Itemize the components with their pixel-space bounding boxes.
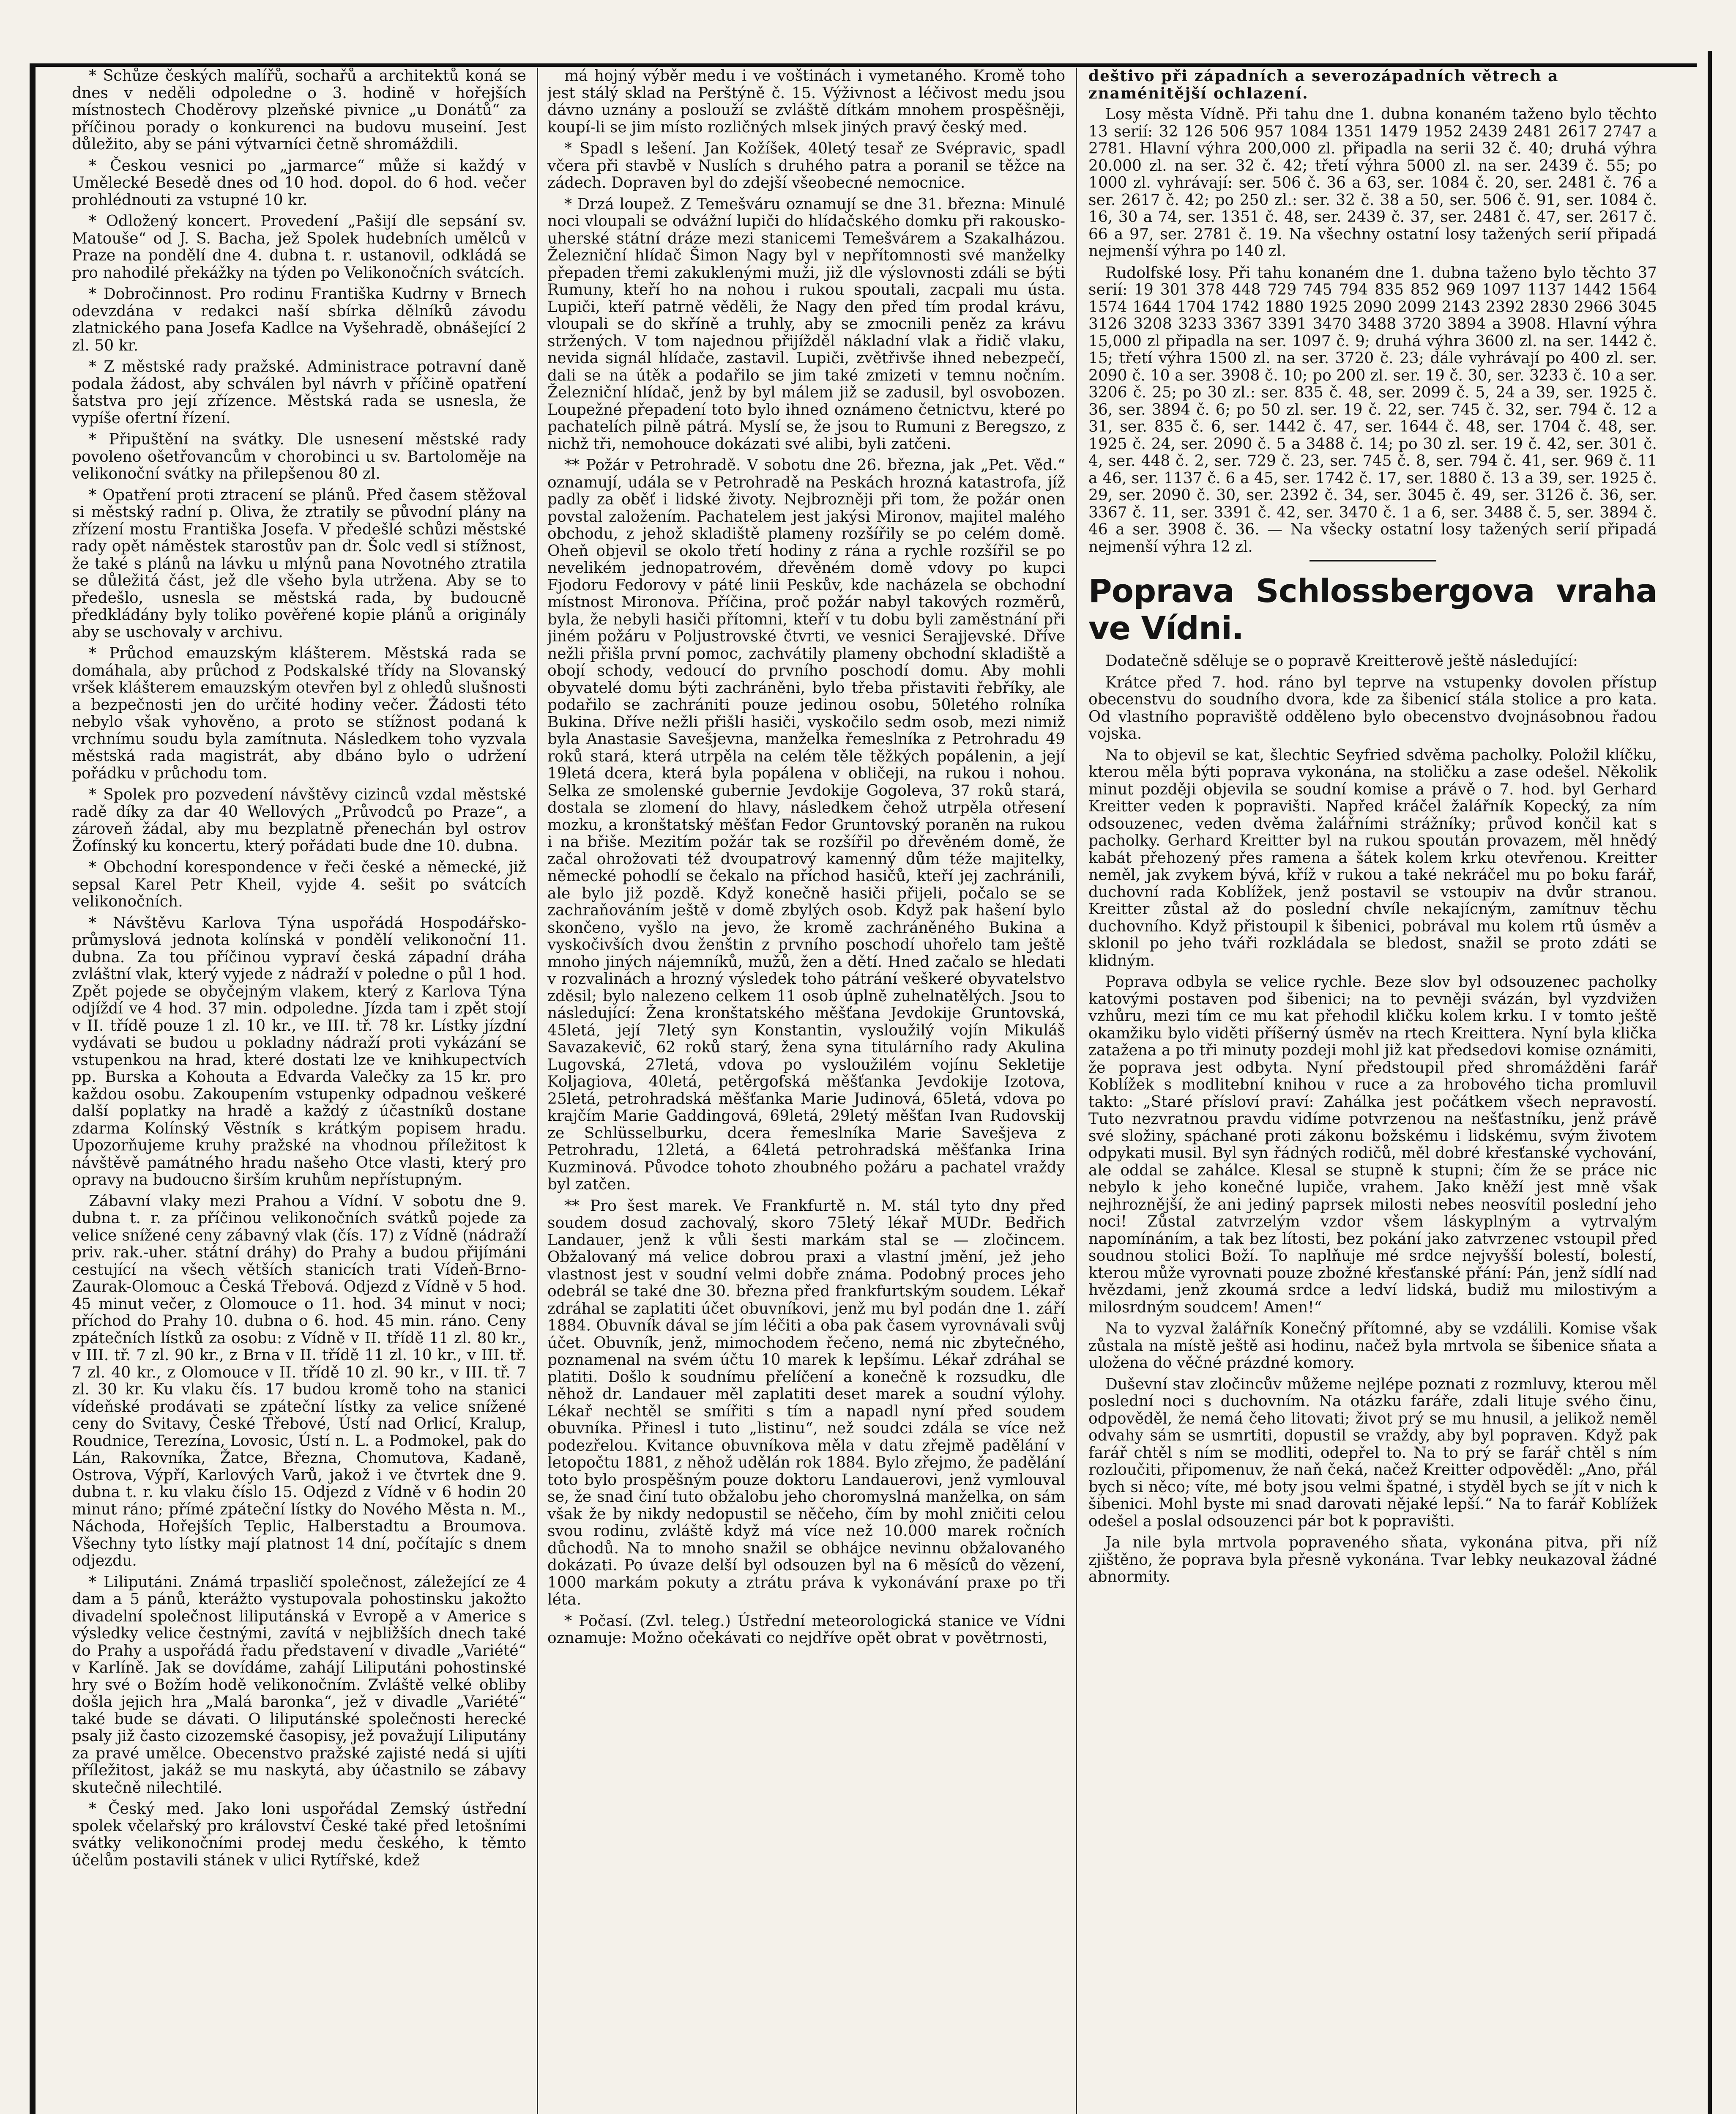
section-divider — [1310, 560, 1436, 561]
column-middle — [547, 68, 1065, 2114]
news-item: * Liliputáni. Známá trpasličí společnost, záležející ze 4 dam a 5 pánů, kterážto vystupovala pohostinsku jakožto divadelní společnost liliputánská v Evropě a v Americe s výsledky velice čestnými, zavítá v nejbližších dnech také do Prahy a uspořádá řadu představení v divadle „Variété“ v Karlíně. Jak se dovídáme, zahájí Liliputáni pohostinské hry své o Božím hodě velikonočním. Zvláště velké obliby došla jejich hra „Malá baronka“, jež v divadle „Variété“ také bude se dávati. O liliputánské společnosti herecké psaly již často cizozemské časopisy, jež považují Liliputány za pravé umělce. Obecenstvo pražské zajisté nedá si ujíti příležitost, jakáž se mu naskytá, aby účastnilo se zábavy skutečně nilechtilé. — [72, 1573, 526, 1796]
news-item: * Odložený koncert. Provedení „Pašijí dle sepsání sv. Matouše“ od J. S. Bacha, jež Spolek hudebních umělců v Praze na pondělí dne 4. dubna t. r. ustanovil, odkládá se pro nahodilé překážky na týden po Velikonočních svátcích. — [72, 213, 526, 282]
article-paragraph: Dodatečně sděluje se o popravě Kreitterově ještě následující: — [1105, 652, 1578, 670]
news-item: * Dobročinnost. Pro rodinu Františka Kudrny v Brnech odevzdána v redakci naší sbírka dělníků závodu zlatnického pana Josefa Kadlce na Vyšehradě, obnášející 2 zl. 50 kr. — [72, 285, 526, 354]
news-item: * Návštěvu Karlova Týna uspořádá Hospodářsko-průmyslová jednota kolínská v pondělí velikonoční 11. dubna. Za tou příčinou vypraví česká západní dráha zvláštní vlak, který vyjede z nádraží v poledne o půl 1 hod. Zpět pojede se obyčejným vlakem, který z Karlova Týna odjíždí ve 4 hod. 37 min. odpoledne. Jízda tam i zpět stojí v II. třídě pouze 1 zl. 10 kr., ve III. tř. 78 kr. Lístky jízdní vydávati se budou u pokladny nádraží proti vykázání se vstupenkou na hrad, které dostati lze ve knihkupectvích pp. Burska a Kohouta a Edvarda Valečky za 15 kr. pro každou osobu. Zakoupením vstupenky odpadnou veškeré další poplatky na hradě a každý z účastníků dostane zdarma Kolínský Věstník s krátkým popisem hradu. Upozorňujeme kruhy pražské na vhodnou příležitost k návštěvě památného hradu našeho Otce vlasti, který pro opravy na budoucno širším kruhům nepřístupným. — [72, 914, 526, 1188]
article-paragraph: Na to objevil se kat, šlechtic Seyfried sdvěma pacholky. Položil klíčku, kterou měla býti poprava vykonána, na stoličku a zase odešel. Několik minut později objevila se soudní komise a právě o 7. hod. byl Gerhard Kreitter veden k popravišti. Napřed kráčel žalářník Kopecký, za ním odsouzenec, veden dvěma žalářními strážníky; průvod končil kat s pacholky. Gerhard Kreitter byl na rukou spoután provazem, měl hnědý kabát přehozený přes ramena a šátek kolem krku otevřenou. Kreitter neměl, jak zvykem bývá, kříž v rukou a také nekráčel mu po boku farář, duchovní rada Koblížek, jenž postavil se vstoupiv na dvůr stranou. Kreitter zůstal až do poslední chvíle nekajícným, zamítnuv těchu duchovního. Když přistoupil k šibenici, pobrával mu kolem rtů úsměv a sklonil po jeho tváři rozkládala se bledost, snažil se proto zdáti se klidným. — [1088, 746, 1657, 969]
weather-continuation: deštivo při západních a severozápadních větrech a znaménitější ochlazení. — [1088, 68, 1559, 102]
article-paragraph: Na to vyzval žalářník Konečný přítomné, aby se vzdálili. Komise však zůstala na místě ještě asi hodinu, načež byla mrtvola se šibenice sňata a uložena do věčné prázdné komory. — [1088, 1320, 1657, 1372]
news-item: * Spadl s lešení. Jan Kožíšek, 40letý tesař ze Svépravic, spadl včera při stavbě v Nuslích s druhého patra a poranil se těžce na zádech. Dopraven byl do zdejší všeobecné nemocnice. — [547, 140, 1065, 192]
news-item: ** Pro šest marek. Ve Frankfurtě n. M. stál tyto dny před soudem dosud zachovalý, skoro 75letý lékař MUDr. Bedřich Landauer, jenž k vůli šesti markám stal se — zločincem. Obžalovaný má velice dobrou praxi a vlastní jmění, jež jeho vlastnost jest v soudní velmi dobře známa. Podobný proces jeho odebrál se také dne 30. března před frankfurtským soudem. Lékař zdráhal se zaplatiti účet obuvníkovi, jenž mu byl podán dne 1. září 1884. Obuvník dával se jím léčiti a oba pak časem vyrovnávali svůj účet. Obuvník, jenž, mimochodem řečeno, nemá nic zbytečného, poznamenal na svém účtu 10 marek k lepšímu. Lékař zdráhal se platiti. Došlo k soudnímu přelíčení a konečně k rozsudku, dle něhož dr. Landauer měl zaplatiti deset marek a soudní výlohy. Lékař nechtěl se smířiti s tím a napadl nyní před soudem obuvníka. Přinesl i tuto „listinu“, než soudci zdála se více než podezřelou. Kvitance obuvníkova měla v datu zřejmě padělání v letopočtu 1881, z něhož udělán rok 1884. Bylo zřejmo, že padělání toto bylo prospěšným pouze doktoru Landauerovi, jenž vymlouval se, že snad činí tuto obžalobu jeho choromyslná manželka, on sám však že by nikdy nedopustil se něčeho, čím by mohl zničiti celou svou rodinu, zvláště když má více než 10.000 marek ročních důchodů. Na to mnoho snažil se obhájce nevinnu obžalovaného dokázati. Po úvaze delší byl odsouzen byl na 6 měsíců do vězení, 1000 markám pokuty a ztrátu práva k vykonávání praxe po tři léta. — [547, 1197, 1065, 1608]
news-item: * Spolek pro pozvedení návštěvy cizinců vzdal městské radě díky za dar 40 Wellových „Průvodců po Praze“, a zároveň žádal, aby mu bezplatně přenechán byl ostrov Žofínský ku koncertu, který pořádati bude dne 10. dubna. — [72, 786, 526, 855]
column-rule-2 — [1076, 68, 1077, 2114]
page-edge-bar — [1708, 51, 1712, 2114]
news-item: * Připuštění na svátky. Dle usnesení městské rady povoleno ošetřovancům v chorobinci u sv. Bartoloměje na velikonoční svátky na přilepšenou 80 zl. — [72, 431, 526, 482]
article-paragraph: Poprava odbyla se velice rychle. Beze slov byl odsouzenec pacholky katovými postaven pod šibenici; na to pevněji svázán, byl vyzdvižen vzhůru, mezi tím ce mu kat přehodil kličku kolem krku. I v tomto ještě okamžiku bylo viděti příšerný úsměv na rtech Kreittera. Nyní byla klička zatažena a po tři minuty pozdeji mohl již kat předsedovi komise oznámiti, že poprava jest odbyta. Nyní předstoupil před shromážděni farář Koblížek s modlitební knihou v ruce a za hrobového ticha promluvil takto: „Staré přísloví praví: Zahálka jest počátkem všech nepravostí. Tuto nezvratnou pravdu vidíme potvrzenou na nešťastníku, jenž právě své složiny, spáchané proti zákonu božskému i lidskému, svým životem odpykati musil. Byl syn řádných rodičů, měl dobré křesťanské vychování, ale oddal se zahálce. Klesal se stupně k stupni; čím že se práce nic nebylo k jeho konečné lupiče, vrahem. Jako kněží jest mně však nejhroznější, že ani jediný paprsek milosti nebes neosvítil poslední jeho noci! Zůstal zatvrzelým vzdor všem láskyplným a vytrvalým napomínáním, a tak bez lítosti, bez pokání jako zatvrzenec vstoupil před soudnou stolici Boží. To naplňuje mé srdce nejvyšší bolestí, bolestí, kterou může vyrovnati pouze zbožné křesťanské přání: Pán, jenž sídlí nad hvězdami, jenž zkoumá srdce a ledví lidská, budiž mu milostivým a milosrdným soudcem! Amen!“ — [1088, 973, 1657, 1316]
article-paragraph: Krátce před 7. hod. ráno byl teprve na vstupenky dovolen přístup obecenstvu do soudního dvora, kde za šibenicí stála stolice a pro kata. Od vlastního popraviště odděleno bylo obecenstvo dvojnásobnou řadou vojska. — [1088, 674, 1657, 742]
news-item: * Průchod emauzským klášterem. Městská rada se domáhala, aby průchod z Podskalské třídy na Slovanský vršek klášterem emauzským otevřen byl z ohledů slušnosti a bezpečnosti jen do určité hodiny večer. Žádosti této nebylo však vyhověno, a proto se stížnost podaná k vrchnímu soudu byla zamítnuta. Následkem toho vyzvala městská rada magistrát, aby dbáno bylo o udržení pořádku v průchodu tom. — [72, 645, 526, 782]
lottery-item: Losy města Vídně. Při tahu dne 1. dubna konaném taženo bylo těchto 13 serií: 32 126 506 957 1084 1351 1479 1952 2439 2481 2617 2747 a 2781. Hlavní výhra 200,000 zl. připadla na serii 32 č. 40; druhá výhra 20.000 zl. na ser. 32 č. 42; třetí výhra 5000 zl. na ser. 2439 č. 55; po 1000 zl. vyhrávají: ser. 506 č. 36 a 63, ser. 1084 č. 20, ser. 2481 č. 76 a ser. 2617 č. 42; po 250 zl.: ser. 32 č. 38 a 50, ser. 506 č. 91, ser. 1084 č. 16, 30 a 74, ser. 1351 č. 48, ser. 2439 č. 37, ser. 2481 č. 47, ser. 2617 č. 66 a 97, ser. 2781 č. 19. Na všechny ostatní losy tažených serií připadá nejmenší výhra po 140 zl. — [1088, 106, 1657, 260]
news-item: * Z městské rady pražské. Administrace potravní daně podala žádost, aby schválen byl návrh v příčině opatření šatstva pro její zřízence. Městská rada se usnesla, že vypíše ofertní řízení. — [72, 358, 526, 427]
article-headline: Poprava Schlossbergova vraha ve Vídni. — [1088, 572, 1657, 647]
news-item: * Opatření proti ztracení se plánů. Před časem stěžoval si městský radní p. Oliva, že ztratily se původní plány na zřízení mostu Františka Josefa. V předešlé schůzi městské rady opět náměstek starostův pan dr. Šolc vedl si stížnost, že také s plánů na lávku u mlýnů pana Novotného ztratila se důležitá část, jež dle všeho byla utržena. Aby se to předešlo, usnesla se městská rada, by budoucně předkládány byly toliko pověřené kopie plánů a originály aby se uschovaly v archivu. — [72, 486, 526, 641]
article-paragraph: Ja nile byla mrtvola popraveného sňata, vykonána pitva, při níž zjištěno, že poprava byla přesně vykonána. Tvar lebky neukazoval žádné abnormity. — [1088, 1534, 1657, 1586]
lottery-section — [1088, 106, 1657, 556]
news-item: Zábavní vlaky mezi Prahou a Vídní. V sobotu dne 9. dubna t. r. za příčinou velikonočních svátků pojede za velice snížené ceny zábavný vlak (čís. 17) z Vídně (nádraží priv. rak.-uher. státní dráhy) do Prahy a budou přijímáni cestující na všech větších stanicích trati Vídeň-Brno-Zaurak-Olomouc a Česká Třebová. Odjezd z Vídně v 5 hod. 45 minut večer, z Olomouce o 11. hod. 34 minut v noci; příchod do Prahy 10. dubna o 6. hod. 45 min. ráno. Ceny zpátečních lístků za osobu: z Vídně v II. třídě 11 zl. 80 kr., v III. tř. 7 zl. 90 kr., z Brna v II. třídě 11 zl. 10 kr., v III. tř. 7 zl. 40 kr., z Olomouce v II. třídě 10 zl. 90 kr., v III. tř. 7 zl. 30 kr. Ku vlaku čís. 17 budou kromě toho na stanici vídeňské prodávati se zpáteční lístky za velice snížené ceny do Svitavy, České Třebové, Ústí nad Orlicí, Kralup, Roudnice, Terezína, Lovosic, Ústí n. L. a Podmokel, pak do Lán, Rakovníka, Žatce, Března, Chomutova, Kadaně, Ostrova, Výpří, Karlových Varů, jakož i ve čtvrtek dne 9. dubna t. r. ku vlaku číslo 15. Odjezd z Vídně v 6 hodin 20 minut ráno; přímé zpáteční lístky do Nového Města n. M., Náchoda, Hořejších Teplic, Halberstadtu a Broumova. Všechny tyto lístky mají platnost 14 dní, počítajíc s dnem odjezdu. — [72, 1192, 526, 1569]
news-item: ** Požár v Petrohradě. V sobotu dne 26. března, jak „Pet. Věd.“ oznamují, udála se v Petrohradě na Peskách hrozná katastrofa, jíž padly za oběť i lidské životy. Nejbrozněji při tom, že požár onen povstal založením. Pachatelem jest jakýsi Mironov, majitel malého obchodu, z jehož skladiště plameny rozšířily se po celém domě. Oheň objevil se okolo třetí hodiny z rána a rychle rozšířil se po nevelikém jednopatrovém, dřevěném domě vdovy po kupci Fjodoru Fedorovy v páté linii Peskův, kde nacházela se obchodní místnost Mironova. Příčina, proč požár nabyl takových rozměrů, byla, že nebyli hasiči přítomni, kteří v tu dobu byli zaměstnání při jiném požáru v Poljustrovské čtvrti, ve vesnici Serajjevské. Dříve nežli přišla první pomoc, zachvátily plameny obchodní skladiště a obojí schody, vedoucí do prvního poschodí domu. Aby mohli obyvatelé domu býti zachráněni, bylo třeba přistaviti řebříky, ale podařilo se zachrániti pouze jedinou osobu, 50letého rolníka Bukina. Dříve nežli přišli hasiči, vyskočilo sedm osob, mezi nimiž byla Anastasie Savešjevna, manželka řemeslníka z Petrohradu 49 roků stará, která utrpěla na celém těle těžkých popálenin, a její 19letá dcera, která byla popálena v obličeji, na rukou i nohou. Selka ze smolenské gubernie Jevdokije Gogoleva, 37 roků stará, dostala se zlomení do hlavy, následkem čehož utrpěla otřesení mozku, a kronštatský měšťan Fedor Gruntovský poraněn na rukou i na břiše. Mezitím požár tak se rozšířil po dřevěném domě, že začal ohrožovati též dvoupatrový kamenný dům téže majitelky, německé pohodlí se čekalo na příchod hasičů, kteří jej zachránili, ale bylo již pozdě. Když konečně hasiči přijeli, počalo se se zachraňováním ještě v domě zbylých osob. Když pak hašení bylo skončeno, vyšlo na jevo, že kromě zachráněného Bukina a vyskočivších dvou ženštin z prvního poschodí uhořelo tam ještě mnoho jiných nájemníků, mužů, žen a dětí. Hned začalo se hledati v rozvalinách a hrozný výsledek toho pátrání veškeré obyvatelstvo zděsil; bylo nalezeno celkem 11 osob úplně zuhelnatělých. Jsou to následující: Žena kronštatského měšťana Jevdokije Gruntovská, 45letá, její 7letý syn Konstantin, vysloužilý vojín Mikuláš Savazakevič, 62 roků starý, žena syna titulárního rady Akulina Lugovská, 27letá, vdova po vysloužilém vojínu Sekletije Koljagiova, 40letá, petěrgofská měšťanka Jevdokije Izotova, 25letá, petrohradská měšťanka Marie Judinová, 65letá, vdova po krajčím Marie Gaddingová, 69letá, 29letý měšťan Ivan Rudovskij ze Schlüsselburku, dcera řemeslníka Marie Savešjeva z Petrohradu, 12letá, a 64letá petrohradská měšťanka Irina Kuzminová. Původce tohoto zhoubného požáru a pachatel vraždy byl zatčen. — [547, 457, 1065, 1193]
news-item: * Český med. Jako loni uspořádal Zemský ústřední spolek včelařský pro království České také před letošními svátky velikonočními prodej medu českého, k těmto účelům postavili stánek v ulici Rytířské, kdež — [72, 1800, 526, 1869]
news-item: * Českou vesnici po „jarmarce“ může si každý v Umělecké Besedě dnes od 10 hod. dopol. do 6 hod. večer prohlédnouti za vstupné 10 kr. — [72, 157, 526, 209]
news-item: * Drzá loupež. Z Temešváru oznamují se dne 31. března: Minulé noci vloupali se odvážní lupiči do hlídačského domku při rakousko-uherské státní dráze mezi stanicemi Temešvárem a Szakalházou. Železniční hlídač Šimon Nagy byl v nepřítomnosti své manželky přepaden třemi zakuklenými muži, již dle výslovnosti zdáli se býti Rumuny, kteří ho na nohou i rukou spoutali, zacpali mu ústa. Lupiči, kteří patrně věděli, že Nagy den před tím prodal krávu, vloupali se do skříně a truhly, aby se zmocnili peněz za krávu stržených. V tom najednou přijížděl nákladní vlak a řidič vlaku, nevida signál hlídače, zastavil. Lupiči, zvětřivše ihned nebezpečí, dali se na útěk a podařilo se jim také zmizeti v temnu nočním. Železniční hlídač, jenž by byl málem již se zadusil, byl osvobozen. Loupežné přepadení toto bylo ihned oznámeno četnictvu, které po pachatelích pilně pátrá. Myslí se, že jsou to Rumuni z Beregszo, z nichž tři, nemohouce dokázati své alibi, byli zatčeni. — [547, 195, 1065, 453]
news-item: má hojný výběr medu i ve voštinách i vymetaného. Kromě toho jest stálý sklad na Perštýně č. 15. Výživnost a léčivost medu jsou dávno uznány a poslouží se zvláště dítkám mnohem prospěšněji, koupí-li se jim místo rozličných mlsek jiných pravý český med. — [547, 68, 1065, 136]
news-item: * Počasí. (Zvl. teleg.) Ústřední meteorologická stanice ve Vídni oznamuje: Možno očekávati co nejdříve opět obrat v povětrnosti, — [547, 1612, 1065, 1647]
news-item: * Obchodní korespondence v řeči české a německé, již sepsal Karel Petr Kheil, vyjde 4. sešit po svátcích velikonočních. — [72, 859, 526, 910]
execution-article — [1088, 653, 1657, 1586]
news-item: * Schůze českých malířů, sochařů a architektů koná se dnes v neděli odpoledne o 3. hodině v hořejších místnostech Choděrovy plzeňské pivnice „u Donátů“ za příčinou porady o konkurenci na budovu museiní. Jest důležito, aby se páni výtvarníci četně shromáždili. — [72, 68, 526, 153]
lottery-item: Rudolfské losy. Při tahu konaném dne 1. dubna taženo bylo těchto 37 serií: 19 301 378 448 729 745 794 835 852 969 1097 1137 1442 1564 1574 1644 1704 1742 1880 1925 2090 2099 2143 2392 2830 2966 3045 3126 3208 3233 3367 3391 3470 3488 3720 3894 a 3908. Hlavní výhra 15,000 zl připadla na ser. 1097 č. 9; druhá výhra 3600 zl. na ser. 1442 č. 15; třetí výhra 1500 zl. na ser. 3720 č. 23; dále vyhrávají po 400 zl. ser. 2090 č. 10 a ser. 3908 č. 10; po 200 zl. ser. 19 č. 30, ser. 3233 č. 10 a ser. 3206 č. 25; po 30 zl.: ser. 835 č. 48, ser. 2099 č. 5, 24 a 39, ser. 1925 č. 36, ser. 3894 č. 6; po 50 zl. ser. 19 č. 22, ser. 745 č. 32, ser. 794 č. 12 a 31, ser. 835 č. 6, ser. 1442 č. 47, ser. 1644 č. 48, ser. 1704 č. 48, ser. 1925 č. 24, ser. 2090 č. 5 a 3488 č. 14; po 30 zl. ser. 19 č. 42, ser. 301 č. 4, ser. 448 č. 2, ser. 729 č. 23, ser. 745 č. 8, ser. 794 č. 41, ser. 969 č. 11 a 46, ser. 1137 č. 6 a 45, ser. 1742 č. 17, ser. 1880 č. 13 a 39, ser. 1925 č. 29, ser. 2090 č. 30, ser. 2392 č. 34, ser. 3045 č. 49, ser. 3126 č. 36, ser. 3367 č. 11, ser. 3391 č. 42, ser. 3470 č. 1 a 6, ser. 3488 č. 5, ser. 3894 č. 46 a ser. 3908 č. 36. — Na všecky ostatní losy tažených serií připadá nejmenší výhra 12 zl. — [1088, 264, 1657, 556]
column-right — [1088, 68, 1657, 2114]
column-rule-1 — [537, 68, 538, 2114]
article-paragraph: Duševní stav zločincův můžeme nejlépe poznati z rozmluvy, kterou měl poslední noci s duchovním. Na otázku faráře, zdali lituje svého činu, odpověděl, že nemá čeho litovati; život prý se mu hnusil, a jelikož neměl odvahy sám se usmrtiti, dopustil se vraždy, aby byl popraven. Když pak farář chtěl s ním se modliti, odepřel to. Na to prý se farář chtěl s ním rozloučiti, připomenuv, že naň čeká, načež Kreitter odpověděl: „Ano, přál bych si něco; víte, mé boty jsou velmi špatné, i styděl bych se jít v nich k šibenici. Mohl byste mi snad darovati nějaké lepší.“ Na to farář Koblížek odešel a poslal odsouzenci pár bot k popravišti. — [1088, 1375, 1657, 1530]
column-left — [72, 68, 526, 2114]
